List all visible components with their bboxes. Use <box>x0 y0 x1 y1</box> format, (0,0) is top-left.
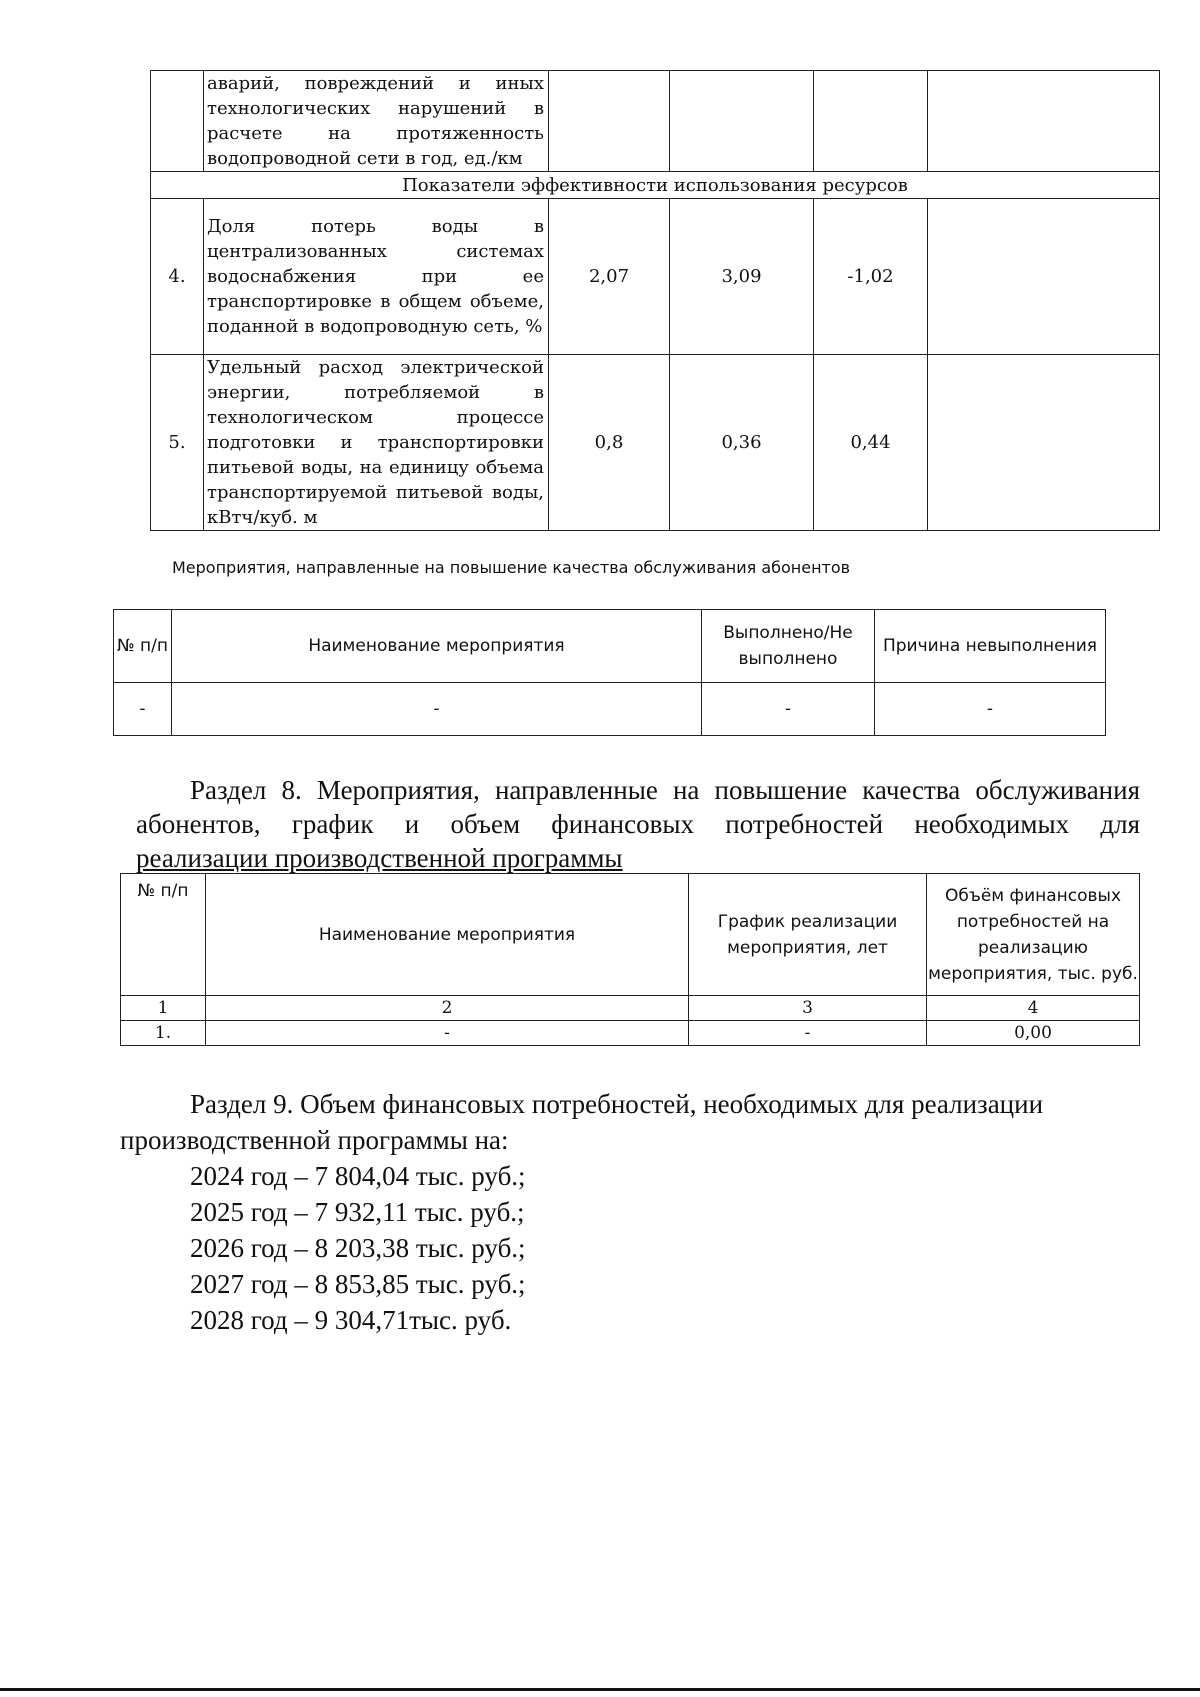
section-8-line-3: реализации производственной программы <box>136 843 623 873</box>
value-cell <box>814 71 928 172</box>
indicator-description: аварий, повреждений и иных технологических нарушений в расчете на протяженность водопроводной сети в год, ед./км <box>204 71 549 172</box>
financial-needs-table <box>120 873 1140 1046</box>
value-cell <box>928 355 1160 531</box>
page-bottom-rule <box>0 1688 1200 1691</box>
table-cell: - <box>702 683 875 736</box>
row-number: 5. <box>151 355 204 531</box>
value-cell: 2,07 <box>549 199 670 355</box>
column-header: Объём финансовых потребностей на реализацию мероприятия, тыс. руб. <box>927 874 1140 996</box>
section-9-paragraph: Раздел 9. Объем финансовых потребностей, необходимых для реализации производственной программы на: <box>120 1089 1044 1155</box>
header-row <box>114 610 1106 683</box>
header-row <box>121 874 1140 996</box>
indicator-description: Доля потерь воды в централизованных системах водоснабжения при ее транспортировке в общем объеме, поданной в водопроводную сеть, % <box>204 199 549 355</box>
column-header: Наименование мероприятия <box>172 610 702 683</box>
column-header: № п/п <box>114 610 172 683</box>
value-cell <box>549 71 670 172</box>
value-cell <box>928 199 1160 355</box>
table-row <box>151 199 1160 355</box>
list-item: 2026 год – 8 203,38 тыс. руб.; <box>190 1233 526 1263</box>
value-cell: -1,02 <box>814 199 928 355</box>
table-cell: 0,00 <box>927 1021 1140 1046</box>
list-item: 2024 год – 7 804,04 тыс. руб.; <box>190 1161 526 1191</box>
indicators-table <box>150 70 1160 531</box>
table-row <box>114 683 1106 736</box>
table-row <box>121 1021 1140 1046</box>
column-header: Выполнено/Не выполнено <box>702 610 875 683</box>
table-cell: - <box>875 683 1106 736</box>
table-cell: 1. <box>121 1021 206 1046</box>
table-cell: - <box>206 1021 689 1046</box>
table-cell: 2 <box>206 996 689 1021</box>
column-header: Наименование мероприятия <box>206 874 689 996</box>
section-8-line-2: абонентов, график и объем финансовых потребностей необходимых для <box>136 809 1140 839</box>
indicator-description: Удельный расход электрической энергии, потребляемой в технологическом процессе подготовки и транспортировки питьевой воды, на единицу объема транспортируемой питьевой воды, кВтч/куб. м <box>204 355 549 531</box>
section-9 <box>120 1086 1120 1338</box>
value-cell: 0,44 <box>814 355 928 531</box>
section-header: Показатели эффективности использования ресурсов <box>151 172 1160 199</box>
table-cell: 1 <box>121 996 206 1021</box>
value-cell: 3,09 <box>670 199 814 355</box>
table-cell: 4 <box>927 996 1140 1021</box>
row-number: 4. <box>151 199 204 355</box>
table-cell: 3 <box>689 996 927 1021</box>
table-caption: Мероприятия, направленные на повышение качества обслуживания абонентов <box>172 558 851 577</box>
row-number <box>151 71 204 172</box>
yearly-amounts-list <box>190 1158 1120 1338</box>
value-cell <box>928 71 1160 172</box>
column-header: № п/п <box>121 874 206 996</box>
list-item: 2028 год – 9 304,71тыс. руб. <box>190 1305 512 1335</box>
table-cell: - <box>172 683 702 736</box>
column-header: График реализации мероприятия, лет <box>689 874 927 996</box>
value-cell: 0,36 <box>670 355 814 531</box>
table-cell: - <box>114 683 172 736</box>
column-header: Причина невыполнения <box>875 610 1106 683</box>
value-cell <box>670 71 814 172</box>
value-cell: 0,8 <box>549 355 670 531</box>
service-activities-table <box>113 609 1106 736</box>
section-header-row <box>151 172 1160 199</box>
column-numbers-row <box>121 996 1140 1021</box>
list-item: 2025 год – 7 932,11 тыс. руб.; <box>190 1197 525 1227</box>
table-cell: - <box>689 1021 927 1046</box>
section-8-heading <box>136 773 1140 875</box>
table-row <box>151 355 1160 531</box>
table-row <box>151 71 1160 172</box>
section-8-line-1: Раздел 8. Мероприятия, направленные на повышение качества обслуживания <box>190 775 1140 805</box>
list-item: 2027 год – 8 853,85 тыс. руб.; <box>190 1269 526 1299</box>
